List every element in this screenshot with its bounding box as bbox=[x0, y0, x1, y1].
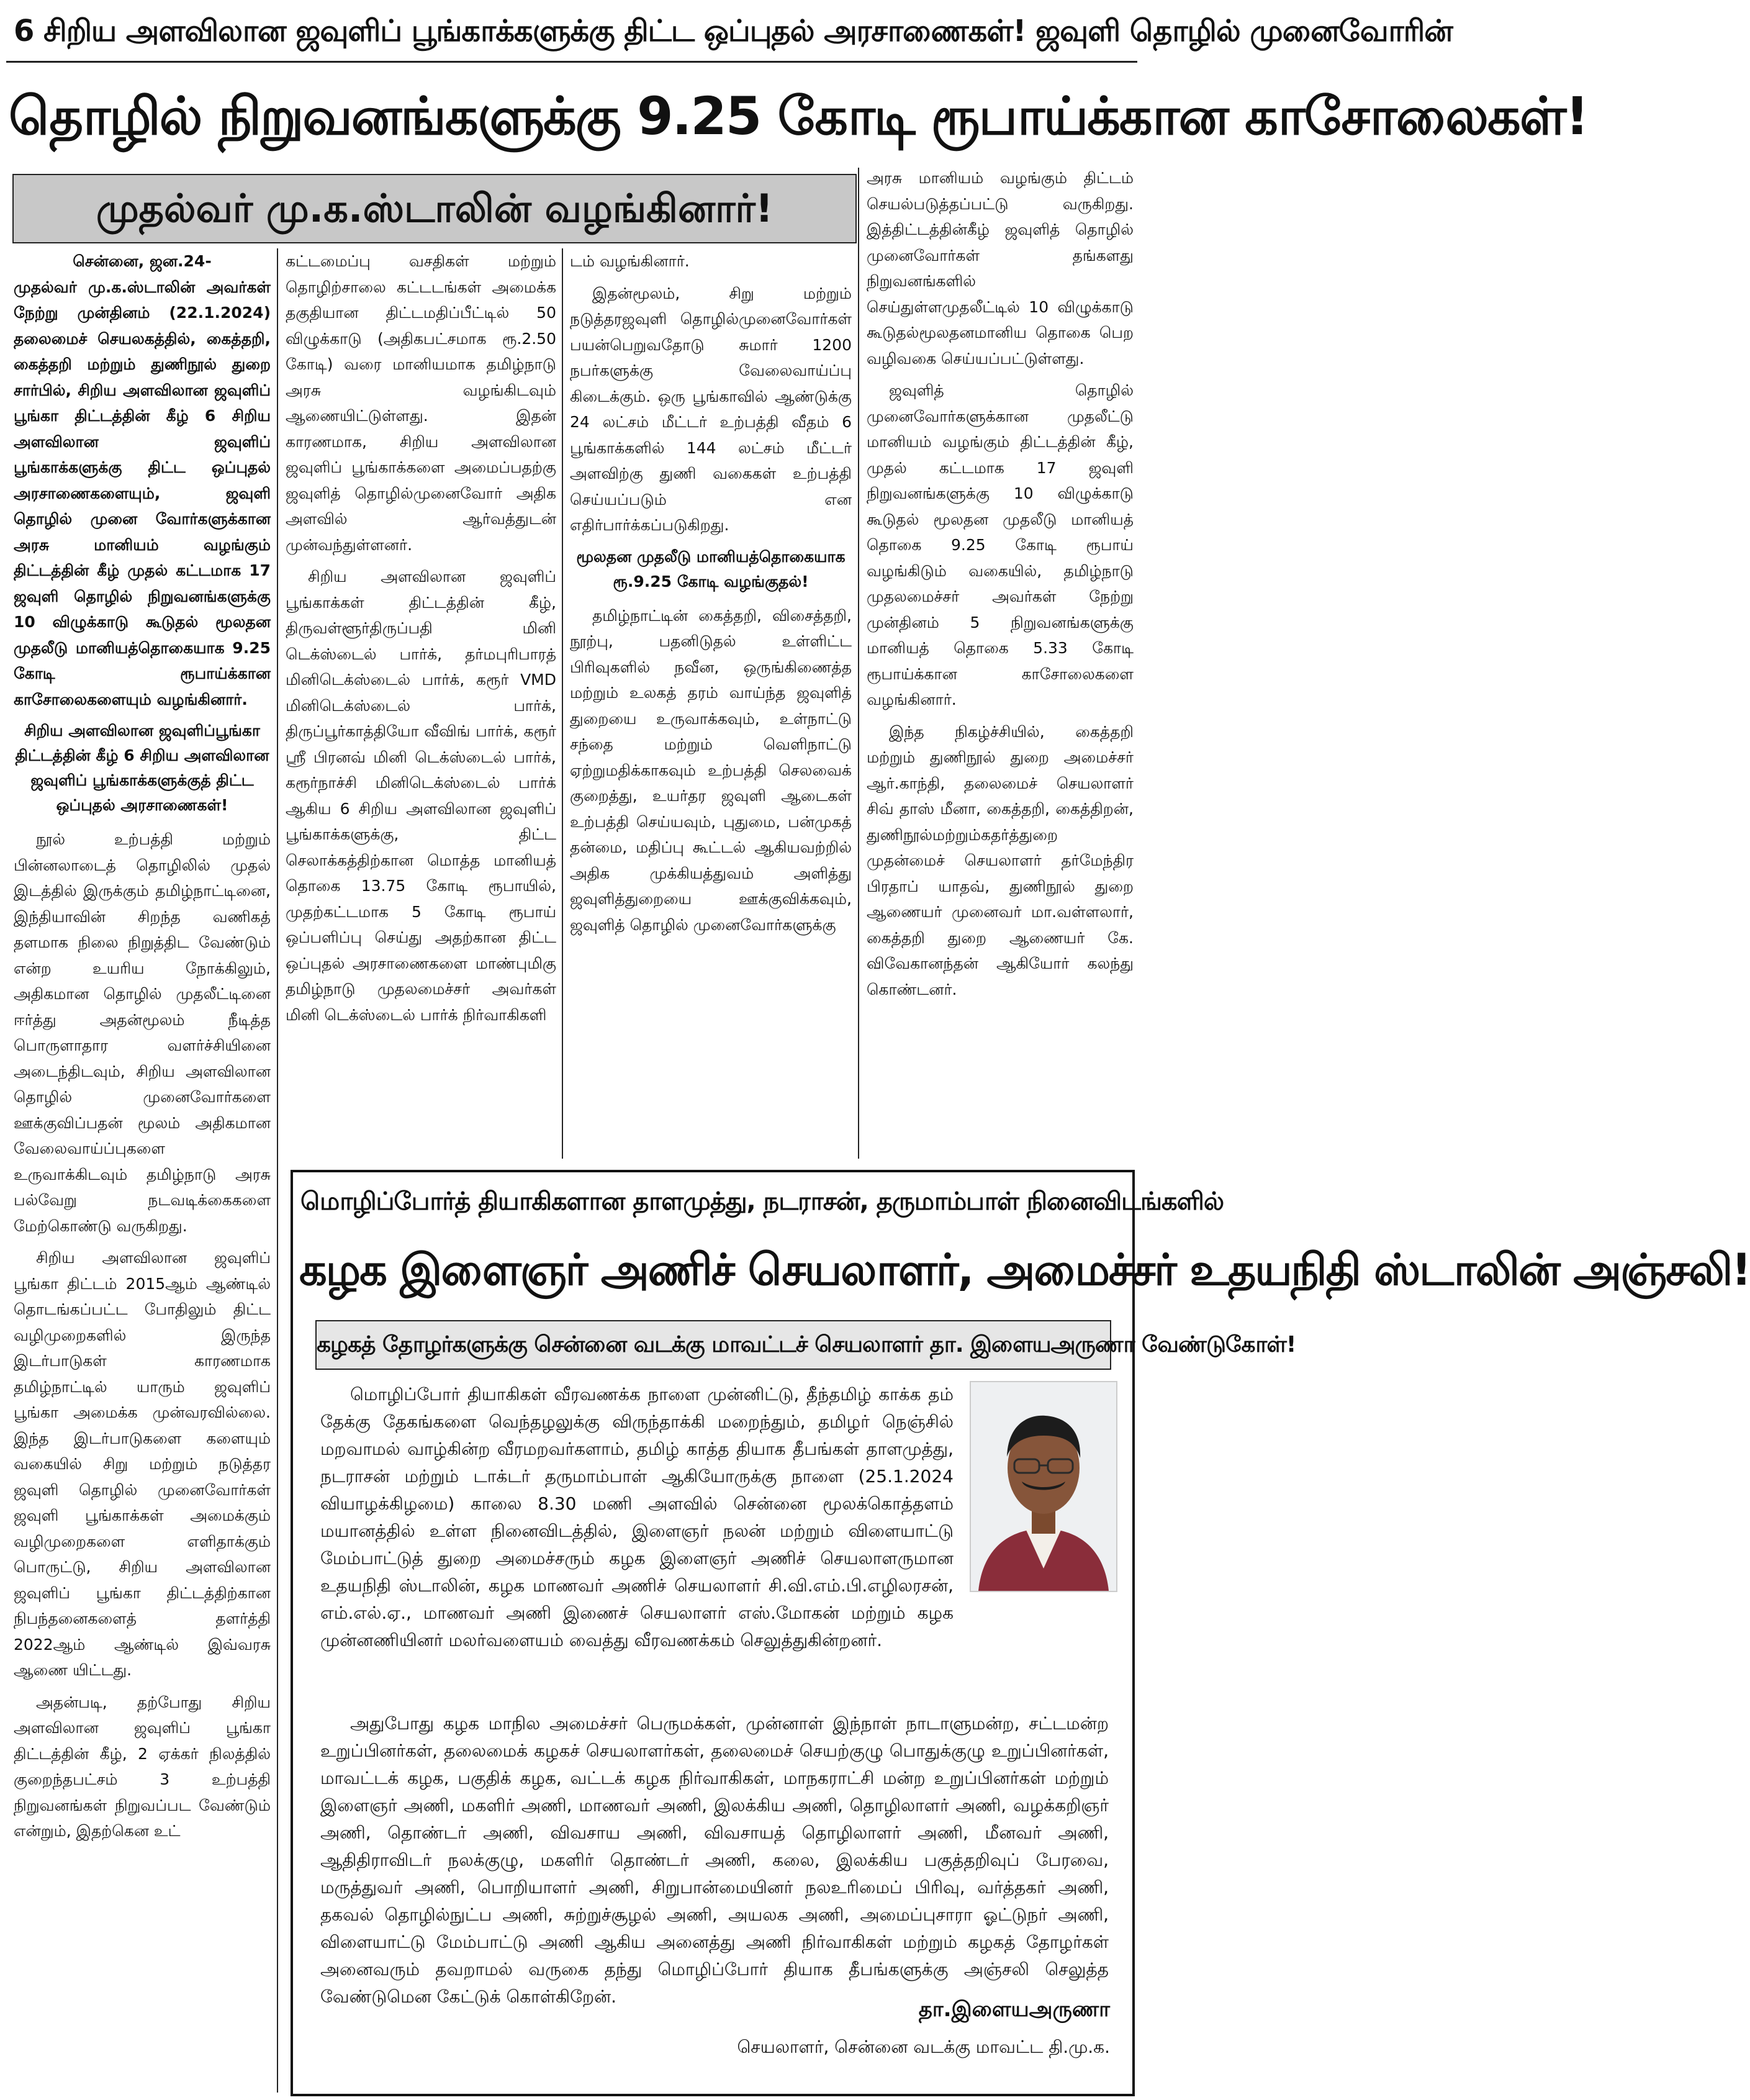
column-3 bbox=[570, 248, 852, 1159]
col-divider-2 bbox=[562, 248, 563, 1159]
col1-paragraph: அதன்படி, தற்போது சிறிய அளவிலான ஜவுளிப் பூங்கா திட்டத்தின் கீழ், 2 ஏக்கர் நிலத்தில் குறைந்தபட்சம் 3 உற்பத்தி நிறுவனங்கள் நிறுவப்பட வேண்டும் என்றும், இதற்கென உட் bbox=[14, 1693, 271, 1840]
main-subheadline: முதல்வர் மு.க.ஸ்டாலின் வழங்கினார்! bbox=[12, 174, 857, 243]
col3-paragraph: தமிழ்நாட்டின் கைத்தறி, விசைத்தறி, நூற்பு, பதனிடுதல் உள்ளிட்ட பிரிவுகளில் நவீன, ஒருங்கிணைத்த மற்றும் உலகத் தரம் வாய்ந்த ஜவுளித் துறையை உருவாக்கவும், உள்நாட்டு சந்தை மற்றும் வெளிநாட்டு ஏற்றுமதிக்காகவும் உற்பத்தி செலவைக் குறைத்து, உயர்தர ஜவுளி ஆடைகள் உற்பத்தி செய்யவும், புதுமை, பன்முகத் தன்மை, மதிப்பு கூட்டல் ஆகியவற்றில் அதிக முக்கியத்துவம் அளித்து ஜவுளித்துறையை ஊக்குவிக்கவும், ஜவுளித் தொழில் முனைவோர்களுக்கு bbox=[570, 606, 852, 934]
col4-paragraph: இந்த நிகழ்ச்சியில், கைத்தறி மற்றும் துணிநூல் துறை அமைச்சர் ஆர்.காந்தி, தலைமைச் செயலாளர் சிவ் தாஸ் மீனா, கைத்தறி, கைத்திறன், துணிநூல்மற்றும்கதர்த்துறை முதன்மைச் செயலாளர் தர்மேந்திர பிரதாப் யாதவ், துணிநூல் துறை ஆணையர் முனைவர் மா.வள்ளலார், கைத்தறி துறை ஆணையர் கே. விவேகானந்தன் ஆகியோர் கலந்து கொண்டனர். bbox=[867, 722, 1134, 998]
lead-text: முதல்வர் மு.க.ஸ்டாலின் அவர்கள் நேற்று முன்தினம் (22.1.2024) தலைமைச் செயலகத்தில், கைத்தறி, கைத்தறி மற்றும் துணிநூல் துறை சார்பில், சிறிய அளவிலான ஜவுளிப் பூங்கா திட்டத்தின் கீழ் 6 சிறிய அளவிலான ஜவுளிப் பூங்காக்களுக்கு திட்ட ஒப்புதல் அரசாணைகளையும், ஜவுளி தொழில் முனை வோர்களுக்கான அரசு மானியம் வழங்கும் திட்டத்தின் கீழ் முதல் கட்டமாக 17 ஜவுளி தொழில் நிறுவனங்களுக்கு 10 விழுக்காடு கூடுதல் மூலதன முதலீடு மானியத்தொகையாக 9.25 கோடி ரூபாய்க்கான காசோலைகளையும் வழங்கினார். bbox=[14, 278, 271, 708]
portrait-illustration bbox=[971, 1382, 1116, 1591]
col2-paragraph: கட்டமைப்பு வசதிகள் மற்றும் தொழிற்சாலை கட்டடங்கள் அமைக்க தகுதியான திட்டமதிப்பீட்டில் 50 விழுக்காடு (அதிகபட்சமாக ரூ.2.50 கோடி) வரை மானியமாக தமிழ்நாடு அரசு வழங்கிடவும் ஆணையிட்டுள்ளது. இதன் காரணமாக, சிறிய அளவிலான ஜவுளிப் பூங்காக்களை அமைப்பதற்கு ஜவுளித் தொழில்முனைவோர் அதிக அளவில் ஆர்வத்துடன் முன்வந்துள்ளனர். bbox=[286, 252, 556, 554]
col-divider-1 bbox=[277, 248, 278, 2093]
col1-paragraph: நூல் உற்பத்தி மற்றும் பின்னலாடைத் தொழிலில் முதல் இடத்தில் இருக்கும் தமிழ்நாட்டினை, இந்தியாவின் சிறந்த வணிகத் தளமாக நிலை நிறுத்திட வேண்டும் என்ற உயரிய நோக்கிலும், அதிகமான தொழில் முதலீட்டினை ஈர்த்து அதன்மூலம் நீடித்த பொருளாதார வளர்ச்சியினை அடைந்திடவும், சிறிய அளவிலான தொழில் முனைவோர்களை ஊக்குவிப்பதன் மூலம் அதிகமான வேலைவாய்ப்புகளை உருவாக்கிடவும் தமிழ்நாடு அரசு பல்வேறு நடவடிக்கைகளை மேற்கொண்டு வருகிறது. bbox=[14, 830, 271, 1235]
col1-paragraph: சிறிய அளவிலான ஜவுளிப் பூங்கா திட்டம் 2015ஆம் ஆண்டில் தொடங்கப்பட்ட போதிலும் திட்ட வழிமுறைகளில் இருந்த இடர்பாடுகள் காரணமாக தமிழ்நாட்டில் யாரும் ஜவுளிப் பூங்கா அமைக்க முன்வரவில்லை. இந்த இடர்பாடுகளை களையும் வகையில் சிறு மற்றும் நடுத்தர ஜவுளி தொழில் முனைவோர்கள் ஜவுளி பூங்காக்கள் அமைக்கும் வழிமுறைகளை எளிதாக்கும் பொருட்டு, சிறிய அளவிலான ஜவுளிப் பூங்கா திட்டத்திற்கான நிபந்தனைகளைத் தளர்த்தி 2022ஆம் ஆண்டில் இவ்வரசு ஆணை யிட்டது. bbox=[14, 1249, 271, 1679]
tribute-subheadline: கழகத் தோழர்களுக்கு சென்னை வடக்கு மாவட்டச் செயலாளர் தா. இளையஅருணா வேண்டுகோள்! bbox=[315, 1320, 1111, 1370]
col4-paragraph: ஜவுளித் தொழில் முனைவோர்களுக்கான முதலீட்டு மானியம் வழங்கும் திட்டத்தின் கீழ், முதல் கட்டமாக 17 ஜவுளி நிறுவனங்களுக்கு 10 விழுக்காடு கூடுதல் மூலதன முதலீடு மானியத் தொகை 9.25 கோடி ரூபாய் வழங்கிடும் வகையில், தமிழ்நாடு முதலமைச்சர் அவர்கள் நேற்று முன்தினம் 5 நிறுவனங்களுக்கு மானியத் தொகை 5.33 கோடி ரூபாய்க்கான காசோலைகளை வழங்கினார். bbox=[867, 381, 1134, 708]
signature: தா.இளையஅருணா bbox=[918, 1997, 1110, 2022]
main-kicker: 6 சிறிய அளவிலான ஜவுளிப் பூங்காக்களுக்கு திட்ட ஒப்புதல் அரசாணைகள்! ஜவுளி தொழில் முனைவோரின் bbox=[14, 14, 1453, 48]
column-1 bbox=[14, 248, 271, 2094]
column-2 bbox=[286, 248, 556, 1159]
top-divider bbox=[6, 61, 1137, 63]
dateline: சென்னை, ஜன.24- bbox=[73, 252, 212, 270]
tribute-kicker: மொழிப்போர்த் தியாகிகளான தாளமுத்து, நடராசன், தருமாம்பாள் நினைவிடங்களில் bbox=[300, 1187, 1224, 1216]
subhead-capital-subsidy: மூலதன முதலீடு மானியத்தொகையாக ரூ.9.25 கோடி வழங்குதல்! bbox=[576, 547, 846, 591]
tribute-text: அதுபோது கழக மாநில அமைச்சர் பெருமக்கள், முன்னாள் இந்நாள் நாடாளுமன்ற, சட்டமன்ற உறுப்பினர்கள், தலைமைக் கழகச் செயலாளர்கள், தலைமைச் செயற்குழு பொதுக்குழு உறுப்பினர்கள், மாவட்டக் கழக, பகுதிக் கழக, வட்டக் கழக நிர்வாகிகள், மாநகராட்சி மன்ற உறுப்பினர்கள் மற்றும் இளைஞர் அணி, மகளிர் அணி, மாணவர் அணி, இலக்கிய அணி, தொழிலாளர் அணி, வழக்கறிஞர் அணி, தொண்டர் அணி, விவசாய அணி, விவசாயத் தொழிலாளர் அணி, மீனவர் அணி, ஆதிதிராவிடர் நலக்குழு, மகளிர் தொண்டர் அணி, கலை, இலக்கிய பகுத்தறிவுப் பேரவை, மருத்துவர் அணி, பொறியாளர் அணி, சிறுபான்மையினர் நலஉரிமைப் பிரிவு, வர்த்தகர் அணி, தகவல் தொழில்நுட்ப அணி, சுற்றுச்சூழல் அணி, அயலக அணி, அமைப்புசாரா ஓட்டுநர் அணி, விளையாட்டு மேம்பாட்டு அணி ஆகிய அனைத்து அணி நிர்வாகிகள் மற்றும் கழகத் தோழர்கள் அனைவரும் தவறாமல் வருகை தந்து மொழிப்போர் தியாக தீபங்களுக்கு அஞ்சலி செலுத்த வேண்டுமென கேட்டுக் கொள்கிறேன். bbox=[320, 1713, 1109, 2007]
col-divider-3 bbox=[858, 168, 859, 1159]
subhead-small-parks: சிறிய அளவிலான ஜவுளிப்பூங்கா திட்டத்தின் கீழ் 6 சிறிய அளவிலான ஜவுளிப் பூங்காக்களுக்குத் திட்ட ஒப்புதல் அரசாணைகள்! bbox=[15, 722, 269, 814]
portrait-photo bbox=[970, 1381, 1117, 1592]
column-4 bbox=[867, 165, 1134, 1159]
col2-paragraph: சிறிய அளவிலான ஜவுளிப் பூங்காக்கள் திட்டத்தின் கீழ், திருவள்ளூர்திருப்பதி மினி டெக்ஸ்டைல் பார்க், தர்மபுரிபாரத் மினிடெக்ஸ்டைல் பார்க், கரூர் VMD மினிடெக்ஸ்டைல் பார்க், திருப்பூர்காத்தியோ வீவிங் பார்க், கரூர் ஸ்ரீ பிரனவ் மினி டெக்ஸ்டைல் பார்க், கரூர்நாச்சி மினிடெக்ஸ்டைல் பார்க் ஆகிய 6 சிறிய அளவிலான ஜவுளிப் பூங்காக்களுக்கு, திட்ட செலாக்கத்திற்கான மொத்த மானியத் தொகை 13.75 கோடி ரூபாயில், முதற்கட்டமாக 5 கோடி ரூபாய் ஒப்பளிப்பு செய்து அதற்கான திட்ட ஒப்புதல் அரசாணைகளை மாண்புமிகு தமிழ்நாடு முதலமைச்சர் அவர்கள் மினி டெக்ஸ்டைல் பார்க் நிர்வாகிகளி bbox=[286, 568, 556, 1024]
col3-paragraph: டம் வழங்கினார். bbox=[570, 252, 690, 270]
tribute-headline: கழக இளைஞர் அணிச் செயலாளர், அமைச்சர் உதயநிதி ஸ்டாலின் அஞ்சலி! bbox=[299, 1244, 1750, 1295]
lead-paragraph bbox=[14, 248, 271, 712]
tribute-paragraph-2 bbox=[320, 1710, 1109, 2007]
tribute-box bbox=[291, 1170, 1750, 2096]
main-headline: தொழில் நிறுவனங்களுக்கு 9.25 கோடி ரூபாய்க்கான காசோலைகள்! bbox=[9, 86, 1588, 147]
col4-paragraph: அரசு மானியம் வழங்கும் திட்டம் செயல்படுத்தப்பட்டு வருகிறது. இத்திட்டத்தின்கீழ் ஜவுளித் தொழில் முனைவோர்கள் தங்களது நிறுவனங்களில் செய்துள்ளமுதலீட்டில் 10 விழுக்காடு கூடுதல்மூலதனமானிய தொகை பெற வழிவகை செய்யப்பட்டுள்ளது. bbox=[867, 169, 1134, 368]
tribute-text: மொழிப்போர் தியாகிகள் வீரவணக்க நாளை முன்னிட்டு, தீந்தமிழ் காக்க தம் தேக்கு தேகங்களை வெந்தழலுக்கு விருந்தாக்கி மறைந்தும், தமிழர் நெஞ்சில் மறவாமல் வாழ்கின்ற வீரமறவர்களாம், தமிழ் காத்த தியாக தீபங்கள் தாளமுத்து, நடராசன் மற்றும் டாக்டர் தருமாம்பாள் ஆகியோருக்கு நாளை (25.1.2024 வியாழக்கிழமை) காலை 8.30 மணி அளவில் சென்னை மூலக்கொத்தளம் மயானத்தில் உள்ள நினைவிடத்தில், இளைஞர் நலன் மற்றும் விளையாட்டு மேம்பாட்டுத் துறை அமைச்சரும் கழக இளைஞர் அணிச் செயலாளருமான உதயநிதி ஸ்டாலின், கழக மாணவர் அணிச் செயலாளர் சி.வி.எம்.பி.எழிலரசன், எம்.எல்.ஏ., மாணவர் அணி இணைச் செயலாளர் எஸ்.மோகன் மற்றும் கழக முன்னணியினர் மலர்வளையம் வைத்து வீரவணக்கம் செலுத்துகின்றனர். bbox=[320, 1384, 954, 1650]
col3-paragraph: இதன்மூலம், சிறு மற்றும் நடுத்தரஜவுளி தொழில்முனைவோர்கள் பயன்பெறுவதோடு சுமார் 1200 நபர்களுக்கு வேலைவாய்ப்பு கிடைக்கும். ஒரு பூங்காவில் ஆண்டுக்கு 24 லட்சம் மீட்டர் உற்பத்தி வீதம் 6 பூங்காக்களில் 144 லட்சம் மீட்டர் அளவிற்கு துணி வகைகள் உற்பத்தி செய்யப்படும் என எதிர்பார்க்கப்படுகிறது. bbox=[570, 284, 852, 534]
signatory-role: செயலாளர், சென்னை வடக்கு மாவட்ட தி.மு.க. bbox=[737, 2037, 1110, 2057]
